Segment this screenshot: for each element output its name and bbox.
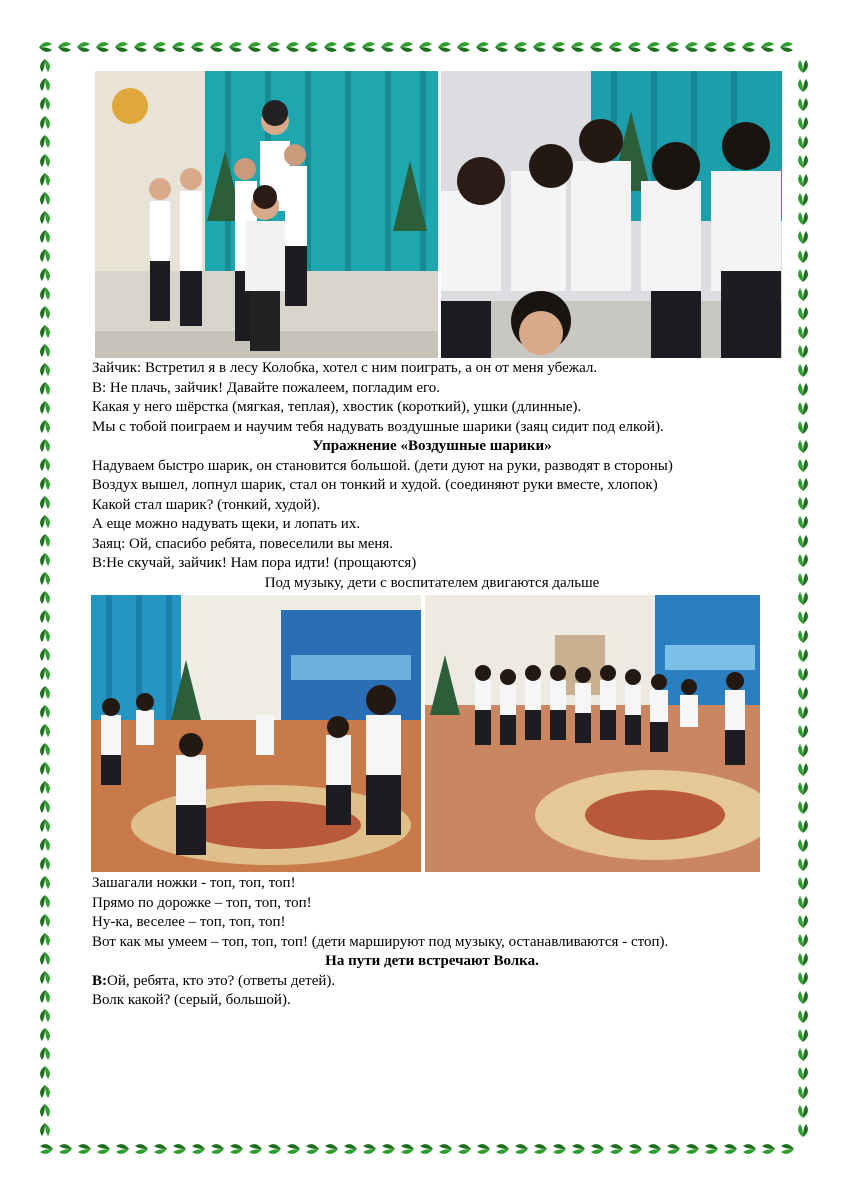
line-along-path: Прямо по дорожке – топ, топ, топ! — [92, 894, 312, 911]
leaf-icon — [798, 801, 808, 814]
leaf-icon — [40, 1028, 50, 1041]
leaf-icon — [40, 192, 50, 205]
leaf-icon — [96, 42, 109, 52]
leaf-icon — [40, 1104, 50, 1117]
leaf-icon — [798, 972, 808, 985]
leaf-icon — [648, 1144, 661, 1154]
leaf-icon — [154, 1144, 167, 1154]
leaf-icon — [40, 325, 50, 338]
leaf-icon — [40, 610, 50, 623]
photo-children-with-hare — [95, 71, 438, 358]
leaf-icon — [798, 364, 808, 377]
leaf-icon — [798, 516, 808, 529]
leaf-icon — [438, 42, 451, 52]
leaf-icon — [286, 42, 299, 52]
leaf-icon — [173, 1144, 186, 1154]
leaf-icon — [40, 819, 50, 832]
leaf-icon — [40, 971, 50, 984]
leaf-icon — [798, 668, 808, 681]
leaf-icon — [40, 629, 50, 642]
photo-hall-walking — [91, 595, 421, 872]
leaf-icon — [798, 1124, 808, 1137]
leaf-icon — [798, 763, 808, 776]
leaf-icon — [40, 534, 50, 547]
leaf-icon — [40, 477, 50, 490]
leaf-icon — [514, 42, 527, 52]
leaf-icon — [798, 79, 808, 92]
line-air-out: Воздух вышел, лопнул шарик, стал он тонкий и худой. (соединяют руки вместе, хлопок) — [92, 477, 658, 493]
line-merrier: Ну-ка, веселее – топ, топ, топ! — [92, 914, 286, 930]
line-fur-tail-ears: Какая у него шёрстка (мягкая, теплая), хвостик (короткий), ушки (длинные). — [92, 399, 582, 415]
leaf-icon — [382, 1144, 395, 1154]
leaf-icon — [798, 820, 808, 833]
leaf-icon — [420, 1144, 433, 1154]
leaf-icon — [798, 554, 808, 567]
leaf-icon — [798, 744, 808, 757]
leaf-icon — [647, 42, 660, 52]
leaf-icon — [40, 876, 50, 889]
leaf-icon — [798, 117, 808, 130]
leaf-icon — [40, 553, 50, 566]
leaf-icon — [40, 838, 50, 851]
leaf-icon — [798, 877, 808, 890]
leaf-icon — [610, 1144, 623, 1154]
leaf-icon — [40, 1066, 50, 1079]
leaf-icon — [591, 1144, 604, 1154]
leaf-icon — [40, 496, 50, 509]
leaf-icon — [305, 42, 318, 52]
leaf-icon — [40, 401, 50, 414]
leaf-icon — [798, 155, 808, 168]
leaf-icon — [798, 345, 808, 358]
photo-children-crowding — [441, 71, 782, 358]
leaf-icon — [798, 1105, 808, 1118]
leaf-icon — [704, 42, 717, 52]
leaf-icon — [439, 1144, 452, 1154]
leaf-icon — [798, 1048, 808, 1061]
leaf-icon — [798, 497, 808, 510]
leaf-icon — [40, 78, 50, 91]
photo-children-circle — [425, 595, 760, 872]
leaf-icon — [40, 895, 50, 908]
leaf-icon — [325, 1144, 338, 1154]
leaf-icon — [58, 42, 71, 52]
border-right — [794, 56, 812, 1140]
leaf-icon — [798, 459, 808, 472]
leaf-icon — [798, 1029, 808, 1042]
leaf-icon — [116, 1144, 129, 1154]
leaf-icon — [798, 706, 808, 719]
leaf-icon — [742, 42, 755, 52]
leaf-icon — [211, 1144, 224, 1154]
leaf-icon — [40, 686, 50, 699]
leaf-icon — [77, 42, 90, 52]
line-balloons-teach: Мы с тобой поиграем и научим тебя надувать воздушные шарики (заяц сидит под елкой). — [92, 418, 664, 435]
leaf-icon — [477, 1144, 490, 1154]
leaf-icon — [798, 402, 808, 415]
leaf-icon — [590, 42, 603, 52]
leaf-icon — [534, 1144, 547, 1154]
leaf-icon — [798, 953, 808, 966]
leaf-icon — [798, 326, 808, 339]
leaf-icon — [248, 42, 261, 52]
leaf-icon — [115, 42, 128, 52]
leaf-icon — [40, 306, 50, 319]
text-block-hare — [92, 359, 772, 593]
leaf-icon — [40, 933, 50, 946]
line-who-is-this — [92, 972, 772, 992]
leaf-icon — [40, 211, 50, 224]
leaf-icon — [249, 1144, 262, 1154]
leaf-icon — [457, 42, 470, 52]
leaf-icon — [192, 1144, 205, 1154]
line-dont-be-sad: В:Не скучай, зайчик! Нам пора идти! (прощаются) — [92, 555, 417, 571]
leaf-icon — [798, 193, 808, 206]
leaf-icon — [40, 800, 50, 813]
border-bottom — [36, 1140, 812, 1158]
leaf-icon — [572, 1144, 585, 1154]
leaf-icon — [609, 42, 622, 52]
leaf-icon — [40, 990, 50, 1003]
leaf-icon — [533, 42, 546, 52]
leaf-icon — [798, 535, 808, 548]
leaf-icon — [40, 363, 50, 376]
leaf-icon — [798, 136, 808, 149]
leaf-icon — [495, 42, 508, 52]
leaf-icon — [667, 1144, 680, 1154]
leaf-icon — [343, 42, 356, 52]
leaf-icon — [362, 42, 375, 52]
leaf-icon — [798, 250, 808, 263]
leaf-icon — [798, 174, 808, 187]
leaf-icon — [628, 42, 641, 52]
leaf-icon — [40, 667, 50, 680]
leaf-icon — [306, 1144, 319, 1154]
leaf-icon — [40, 135, 50, 148]
leaf-icon — [686, 1144, 699, 1154]
leaf-icon — [40, 743, 50, 756]
leaf-icon — [40, 97, 50, 110]
leaf-icon — [40, 59, 50, 72]
leaf-icon — [762, 1144, 775, 1154]
line-hare-met-kolobok: Зайчик: Встретил я в лесу Колобка, хотел с ним поиграть, а он от меня убежал. — [92, 360, 598, 376]
leaf-icon — [40, 268, 50, 281]
leaf-icon — [798, 421, 808, 434]
leaf-icon — [798, 212, 808, 225]
leaf-icon — [40, 781, 50, 794]
leaf-icon — [571, 42, 584, 52]
leaf-icon — [40, 116, 50, 129]
leaf-icon — [40, 857, 50, 870]
leaf-icon — [40, 458, 50, 471]
line-move-on: Под музыку, дети с воспитателем двигаются дальше — [264, 574, 600, 591]
line-inflate: Надуваем быстро шарик, он становится большой. (дети дуют на руки, разводят в стороны) — [92, 457, 673, 474]
leaf-icon — [798, 1086, 808, 1099]
leaf-icon — [723, 42, 736, 52]
leaf-icon — [40, 648, 50, 661]
border-top — [36, 38, 812, 56]
leaf-icon — [40, 287, 50, 300]
leaf-icon — [629, 1144, 642, 1154]
leaf-icon — [39, 42, 52, 52]
leaf-icon — [780, 42, 793, 52]
leaf-icon — [798, 839, 808, 852]
leaf-icon — [798, 782, 808, 795]
leaf-icon — [153, 42, 166, 52]
leaf-icon — [515, 1144, 528, 1154]
leaf-icon — [40, 249, 50, 262]
leaf-icon — [40, 1123, 50, 1136]
leaf-icon — [798, 858, 808, 871]
leaf-icon — [552, 42, 565, 52]
leaf-icon — [798, 687, 808, 700]
leaf-icon — [743, 1144, 756, 1154]
leaf-icon — [419, 42, 432, 52]
leaf-icon — [476, 42, 489, 52]
leaf-icon — [40, 591, 50, 604]
leaf-icon — [40, 1047, 50, 1060]
speaker-teacher: В: — [92, 972, 107, 989]
leaf-icon — [40, 154, 50, 167]
leaf-icon — [191, 42, 204, 52]
leaf-icon — [344, 1144, 357, 1154]
leaf-icon — [798, 383, 808, 396]
leaf-icon — [40, 439, 50, 452]
leaf-icon — [40, 762, 50, 775]
leaf-icon — [781, 1144, 794, 1154]
leaf-icon — [798, 60, 808, 73]
leaf-icon — [40, 1085, 50, 1098]
line-how-we-can: Вот как мы умеем – топ, топ, топ! (дети маршируют под музыку, останавливаются - стоп). — [92, 933, 669, 950]
leaf-icon — [287, 1144, 300, 1154]
leaf-icon — [798, 478, 808, 491]
leaf-icon — [798, 1010, 808, 1023]
leaf-icon — [78, 1144, 91, 1154]
leaf-icon — [135, 1144, 148, 1154]
leaf-icon — [798, 98, 808, 111]
leaf-icon — [401, 1144, 414, 1154]
border-left — [36, 56, 54, 1140]
leaf-icon — [400, 42, 413, 52]
leaf-icon — [798, 288, 808, 301]
leaf-icon — [798, 915, 808, 928]
leaf-icon — [798, 1067, 808, 1080]
leaf-icon — [798, 592, 808, 605]
leaf-icon — [724, 1144, 737, 1154]
line-hare-thanks: Заяц: Ой, спасибо ребята, повеселили вы меня. — [92, 535, 394, 552]
leaf-icon — [59, 1144, 72, 1154]
leaf-icon — [134, 42, 147, 52]
leaf-icon — [458, 1144, 471, 1154]
leaf-icon — [496, 1144, 509, 1154]
leaf-icon — [798, 991, 808, 1004]
leaf-icon — [761, 42, 774, 52]
leaf-icon — [363, 1144, 376, 1154]
leaf-icon — [97, 1144, 110, 1154]
leaf-icon — [172, 42, 185, 52]
leaf-icon — [40, 344, 50, 357]
leaf-icon — [798, 573, 808, 586]
leaf-icon — [40, 914, 50, 927]
leaf-icon — [798, 934, 808, 947]
line-what-balloon: Какой стал шарик? (тонкий, худой). — [92, 496, 321, 513]
heading-meet-wolf: На пути дети встречают Волка. — [325, 953, 539, 969]
leaf-icon — [553, 1144, 566, 1154]
leaf-icon — [798, 725, 808, 738]
leaf-icon — [40, 572, 50, 585]
leaf-icon — [40, 230, 50, 243]
line-wolf-what: Волк какой? (серый, большой). — [92, 992, 291, 1008]
leaf-icon — [40, 1009, 50, 1022]
leaf-icon — [798, 630, 808, 643]
leaf-icon — [666, 42, 679, 52]
leaf-icon — [324, 42, 337, 52]
leaf-icon — [798, 649, 808, 662]
leaf-icon — [685, 42, 698, 52]
leaf-icon — [267, 42, 280, 52]
leaf-icon — [40, 724, 50, 737]
line-cheeks: А еще можно надувать щеки, и лопать их. — [92, 516, 361, 532]
leaf-icon — [40, 705, 50, 718]
leaf-icon — [798, 440, 808, 453]
leaf-icon — [40, 952, 50, 965]
leaf-icon — [268, 1144, 281, 1154]
leaf-icon — [798, 307, 808, 320]
leaf-icon — [381, 42, 394, 52]
leaf-icon — [229, 42, 242, 52]
leaf-icon — [705, 1144, 718, 1154]
line-feet-walked: Зашагали ножки - топ, топ, топ! — [92, 875, 296, 891]
leaf-icon — [40, 420, 50, 433]
leaf-icon — [798, 896, 808, 909]
leaf-icon — [40, 382, 50, 395]
leaf-icon — [40, 173, 50, 186]
leaf-icon — [798, 269, 808, 282]
line-dont-cry: В: Не плачь, зайчик! Давайте пожалеем, погладим его. — [92, 379, 441, 396]
leaf-icon — [230, 1144, 243, 1154]
line-who-is-this-text: Ой, ребята, кто это? (ответы детей). — [107, 972, 336, 989]
leaf-icon — [210, 42, 223, 52]
leaf-icon — [40, 1144, 53, 1154]
text-block-wolf — [92, 874, 772, 1011]
leaf-icon — [798, 231, 808, 244]
heading-balloons-exercise: Упражнение «Воздушные шарики» — [312, 438, 552, 454]
leaf-icon — [798, 611, 808, 624]
leaf-icon — [40, 515, 50, 528]
